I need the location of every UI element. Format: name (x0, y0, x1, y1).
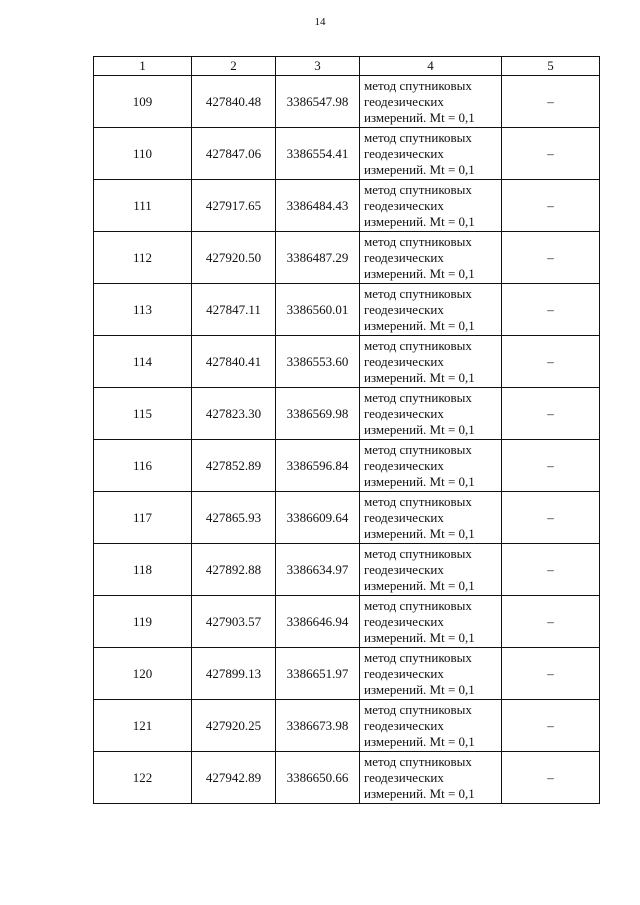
method-line-1: метод спутниковых (364, 649, 472, 665)
column-5-cell: – (502, 336, 600, 388)
x-coordinate-cell: 427903.57 (192, 596, 276, 648)
column-5-cell: – (502, 180, 600, 232)
method-line-2: геодезических (364, 197, 444, 213)
table-row (94, 648, 600, 700)
column-5-cell: – (502, 700, 600, 752)
y-coordinate-cell: 3386569.98 (276, 388, 360, 440)
table-row (94, 700, 600, 752)
method-line-1: метод спутниковых (364, 285, 472, 301)
method-line-3: измерений. Mt = 0,1 (364, 265, 475, 281)
y-coordinate-cell: 3386609.64 (276, 492, 360, 544)
point-number-cell: 122 (94, 752, 192, 804)
table-body (94, 76, 600, 804)
method-line-1: метод спутниковых (364, 77, 472, 93)
method-line-3: измерений. Mt = 0,1 (364, 421, 475, 437)
method-cell (360, 180, 502, 232)
point-number-cell: 117 (94, 492, 192, 544)
method-line-3: измерений. Mt = 0,1 (364, 681, 475, 697)
x-coordinate-cell: 427840.41 (192, 336, 276, 388)
method-line-3: измерений. Mt = 0,1 (364, 473, 475, 489)
column-header: 1 (94, 57, 192, 76)
column-5-cell: – (502, 752, 600, 804)
column-5-cell: – (502, 440, 600, 492)
method-line-1: метод спутниковых (364, 129, 472, 145)
method-cell (360, 492, 502, 544)
method-line-1: метод спутниковых (364, 389, 472, 405)
table-row (94, 232, 600, 284)
method-line-1: метод спутниковых (364, 545, 472, 561)
method-line-3: измерений. Mt = 0,1 (364, 733, 475, 749)
method-line-2: геодезических (364, 301, 444, 317)
y-coordinate-cell: 3386484.43 (276, 180, 360, 232)
table-row (94, 180, 600, 232)
y-coordinate-cell: 3386596.84 (276, 440, 360, 492)
page-number: 14 (314, 16, 326, 28)
column-5-cell: – (502, 492, 600, 544)
column-header: 3 (276, 57, 360, 76)
point-number-cell: 121 (94, 700, 192, 752)
method-cell (360, 128, 502, 180)
table-row (94, 440, 600, 492)
x-coordinate-cell: 427865.93 (192, 492, 276, 544)
method-line-2: геодезических (364, 509, 444, 525)
point-number-cell: 116 (94, 440, 192, 492)
method-cell (360, 76, 502, 128)
y-coordinate-cell: 3386634.97 (276, 544, 360, 596)
table-row (94, 596, 600, 648)
method-line-3: измерений. Mt = 0,1 (364, 161, 475, 177)
column-5-cell: – (502, 388, 600, 440)
point-number-cell: 119 (94, 596, 192, 648)
method-line-1: метод спутниковых (364, 337, 472, 353)
method-cell (360, 648, 502, 700)
method-line-3: измерений. Mt = 0,1 (364, 629, 475, 645)
x-coordinate-cell: 427847.11 (192, 284, 276, 336)
point-number-cell: 113 (94, 284, 192, 336)
y-coordinate-cell: 3386547.98 (276, 76, 360, 128)
x-coordinate-cell: 427899.13 (192, 648, 276, 700)
method-line-3: измерений. Mt = 0,1 (364, 785, 475, 801)
column-5-cell: – (502, 544, 600, 596)
y-coordinate-cell: 3386650.66 (276, 752, 360, 804)
column-header: 2 (192, 57, 276, 76)
method-line-1: метод спутниковых (364, 181, 472, 197)
y-coordinate-cell: 3386487.29 (276, 232, 360, 284)
x-coordinate-cell: 427852.89 (192, 440, 276, 492)
method-line-3: измерений. Mt = 0,1 (364, 369, 475, 385)
table-row (94, 284, 600, 336)
method-cell (360, 232, 502, 284)
method-line-2: геодезических (364, 769, 444, 785)
x-coordinate-cell: 427917.65 (192, 180, 276, 232)
coordinates-table (93, 56, 600, 804)
x-coordinate-cell: 427892.88 (192, 544, 276, 596)
column-5-cell: – (502, 232, 600, 284)
x-coordinate-cell: 427920.50 (192, 232, 276, 284)
method-line-1: метод спутниковых (364, 233, 472, 249)
column-5-cell: – (502, 648, 600, 700)
method-cell (360, 700, 502, 752)
method-cell (360, 752, 502, 804)
point-number-cell: 109 (94, 76, 192, 128)
method-line-1: метод спутниковых (364, 701, 472, 717)
method-line-3: измерений. Mt = 0,1 (364, 317, 475, 333)
method-cell (360, 544, 502, 596)
y-coordinate-cell: 3386646.94 (276, 596, 360, 648)
table-row (94, 492, 600, 544)
method-line-2: геодезических (364, 613, 444, 629)
method-line-1: метод спутниковых (364, 441, 472, 457)
method-line-2: геодезических (364, 405, 444, 421)
column-5-cell: – (502, 596, 600, 648)
column-5-cell: – (502, 284, 600, 336)
x-coordinate-cell: 427920.25 (192, 700, 276, 752)
x-coordinate-cell: 427823.30 (192, 388, 276, 440)
method-cell (360, 336, 502, 388)
y-coordinate-cell: 3386553.60 (276, 336, 360, 388)
method-line-1: метод спутниковых (364, 753, 472, 769)
table-header-row (94, 57, 600, 76)
point-number-cell: 111 (94, 180, 192, 232)
method-line-3: измерений. Mt = 0,1 (364, 213, 475, 229)
method-cell (360, 596, 502, 648)
table-row (94, 336, 600, 388)
method-line-2: геодезических (364, 665, 444, 681)
y-coordinate-cell: 3386554.41 (276, 128, 360, 180)
x-coordinate-cell: 427942.89 (192, 752, 276, 804)
method-cell (360, 284, 502, 336)
point-number-cell: 115 (94, 388, 192, 440)
method-cell (360, 440, 502, 492)
x-coordinate-cell: 427847.06 (192, 128, 276, 180)
method-line-3: измерений. Mt = 0,1 (364, 109, 475, 125)
method-line-2: геодезических (364, 353, 444, 369)
column-header: 5 (502, 57, 600, 76)
point-number-cell: 110 (94, 128, 192, 180)
method-line-2: геодезических (364, 717, 444, 733)
table-row (94, 128, 600, 180)
method-line-1: метод спутниковых (364, 597, 472, 613)
y-coordinate-cell: 3386651.97 (276, 648, 360, 700)
method-line-2: геодезических (364, 145, 444, 161)
table-row (94, 752, 600, 804)
y-coordinate-cell: 3386560.01 (276, 284, 360, 336)
method-line-2: геодезических (364, 561, 444, 577)
y-coordinate-cell: 3386673.98 (276, 700, 360, 752)
x-coordinate-cell: 427840.48 (192, 76, 276, 128)
column-5-cell: – (502, 128, 600, 180)
method-cell (360, 388, 502, 440)
table-row (94, 76, 600, 128)
column-5-cell: – (502, 76, 600, 128)
method-line-2: геодезических (364, 249, 444, 265)
method-line-2: геодезических (364, 457, 444, 473)
method-line-2: геодезических (364, 93, 444, 109)
column-header: 4 (360, 57, 502, 76)
method-line-1: метод спутниковых (364, 493, 472, 509)
table-row (94, 388, 600, 440)
point-number-cell: 120 (94, 648, 192, 700)
table-row (94, 544, 600, 596)
method-line-3: измерений. Mt = 0,1 (364, 525, 475, 541)
method-line-3: измерений. Mt = 0,1 (364, 577, 475, 593)
point-number-cell: 114 (94, 336, 192, 388)
point-number-cell: 112 (94, 232, 192, 284)
point-number-cell: 118 (94, 544, 192, 596)
